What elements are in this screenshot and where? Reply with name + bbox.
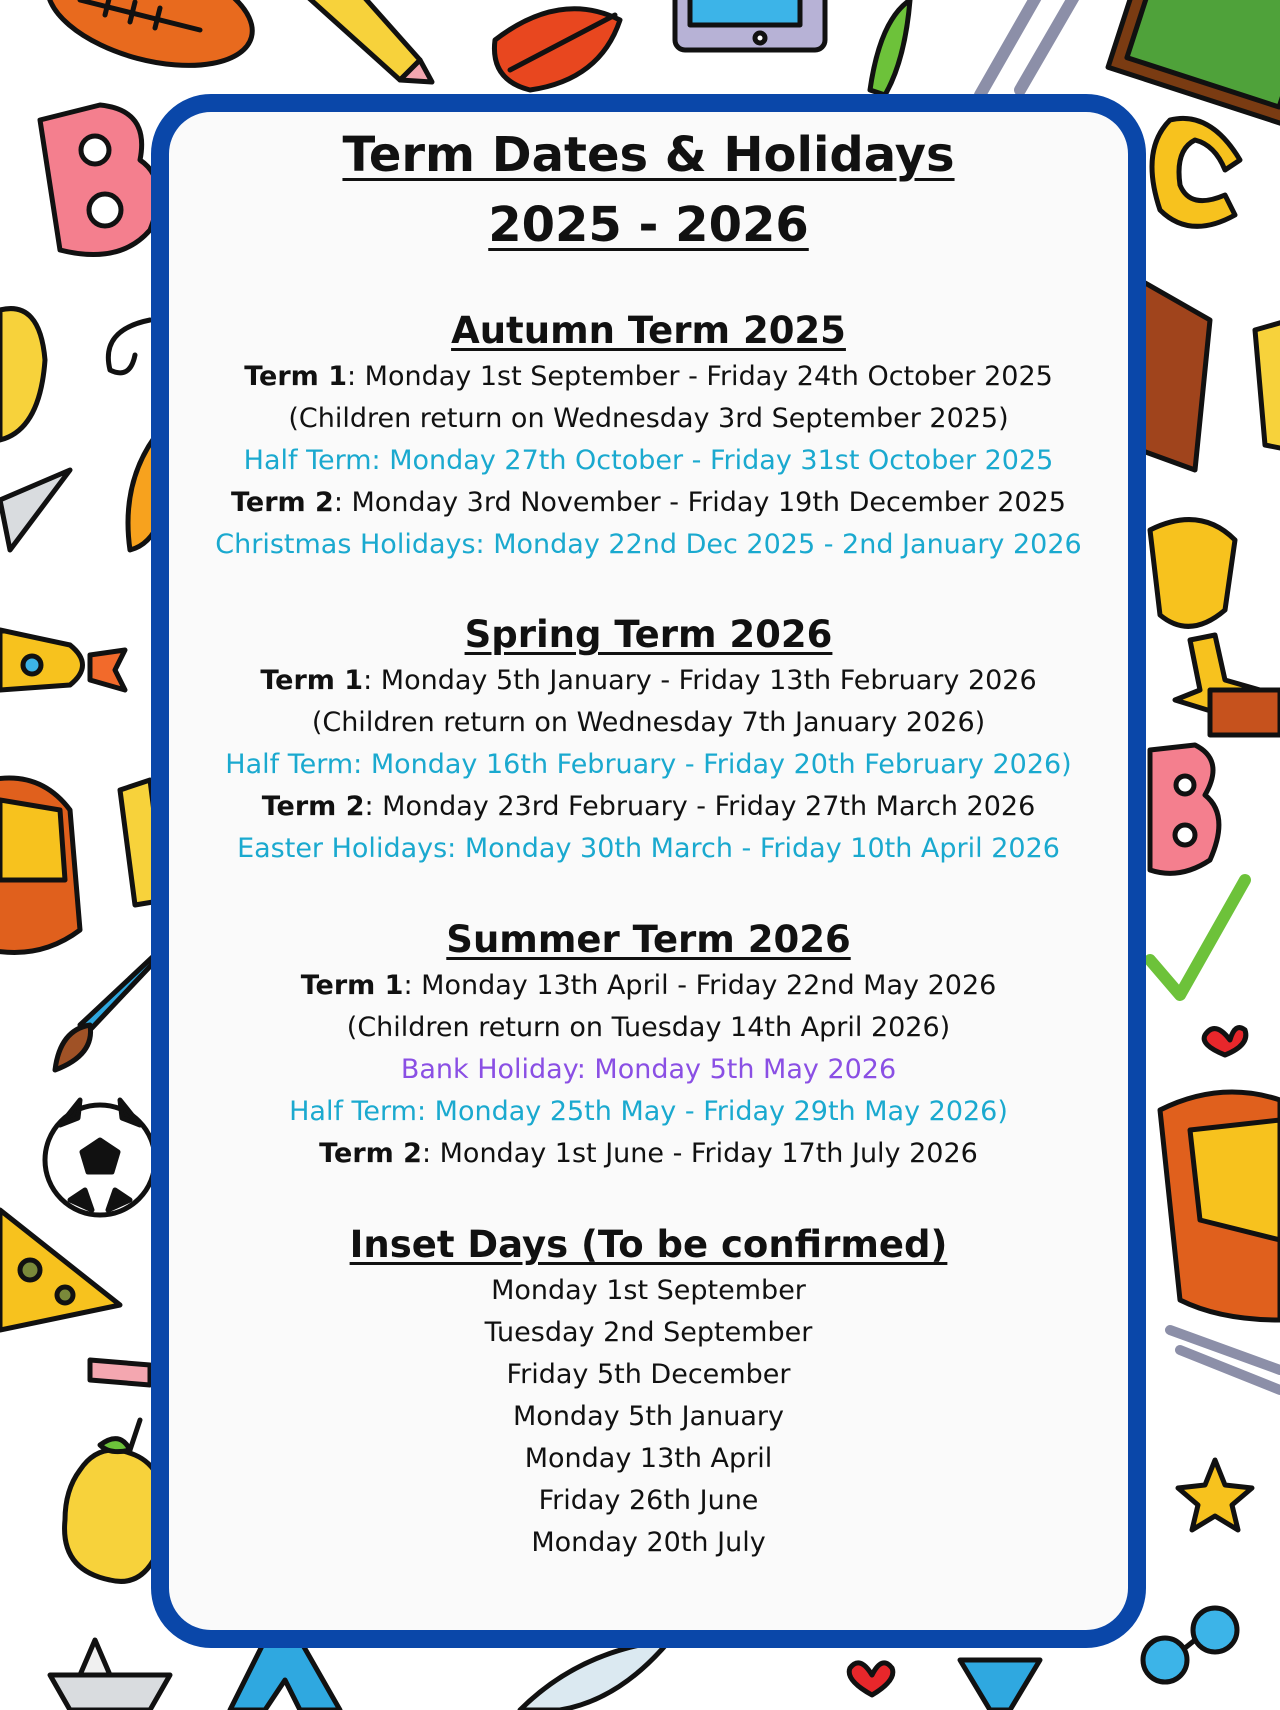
spring-term-heading: Spring Term 2026	[464, 613, 833, 656]
summer-return-note: (Children return on Tuesday 14th April 2026)	[346, 1012, 951, 1043]
inset-days-heading: Inset Days (To be confirmed)	[349, 1223, 948, 1266]
letter-a-icon	[230, 1640, 340, 1710]
inset-day: Monday 20th July	[531, 1527, 766, 1558]
swirl-icon	[108, 320, 150, 373]
autumn-term1-line: Term 1: Monday 1st September - Friday 24th October 2025	[244, 361, 1053, 392]
spring-return-note: (Children return on Wednesday 7th January 2026)	[311, 707, 986, 738]
tablet-icon	[675, 0, 825, 50]
autumn-term-heading: Autumn Term 2025	[451, 309, 846, 352]
summer-term1-line: Term 1: Monday 13th April - Friday 22nd May 2026	[300, 970, 997, 1001]
pencil-icon	[300, 0, 432, 82]
bank-holiday: Bank Holiday: Monday 5th May 2026	[400, 1054, 897, 1085]
spring-term1-line: Term 1: Monday 5th January - Friday 13th February 2026	[260, 665, 1037, 696]
trophy-icon	[1150, 520, 1280, 735]
spring-half-term: Half Term: Monday 16th February - Friday 20th February 2026)	[225, 749, 1072, 780]
glasses-icon	[1143, 1608, 1237, 1682]
letter-c-icon	[1152, 118, 1240, 226]
inset-day: Friday 26th June	[538, 1485, 759, 1516]
summer-term-section	[151, 915, 1146, 1175]
paper-boat-icon	[50, 1640, 170, 1710]
leaf-icon	[494, 9, 620, 90]
rocket-icon	[0, 630, 125, 690]
crayon-icon	[90, 1360, 150, 1385]
inset-day: Monday 1st September	[491, 1275, 806, 1306]
autumn-term-section	[151, 306, 1146, 566]
inset-days-section	[151, 1220, 1146, 1564]
letter-b-icon	[40, 105, 158, 255]
inset-day: Monday 5th January	[513, 1401, 784, 1432]
summer-term-heading: Summer Term 2026	[446, 918, 851, 961]
star-icon	[1178, 1460, 1252, 1530]
easter-holidays: Easter Holidays: Monday 30th March - Friday 10th April 2026	[237, 833, 1060, 864]
rugby-ball-icon	[36, 0, 265, 85]
spring-term2-line: Term 2: Monday 23rd February - Friday 27th March 2026	[261, 791, 1036, 822]
plant-icon	[870, 0, 910, 95]
ruler-right-icon	[1255, 320, 1280, 450]
soccer-ball-icon	[45, 1100, 155, 1215]
inset-day: Tuesday 2nd September	[484, 1317, 813, 1348]
summer-term2-line: Term 2: Monday 1st June - Friday 17th July 2026	[319, 1138, 978, 1169]
pizza-slice-icon	[0, 1210, 120, 1330]
checkmark-icon	[1150, 880, 1245, 995]
letter-b-right-icon	[1150, 745, 1219, 873]
marker-icon	[960, 1660, 1040, 1710]
summer-half-term: Half Term: Monday 25th May - Friday 29th May 2026)	[289, 1096, 1008, 1127]
backpack-right-icon	[1140, 280, 1210, 470]
heart-icon	[1204, 1028, 1246, 1055]
heart-bottom-icon	[849, 1663, 893, 1695]
autumn-term2-line: Term 2: Monday 3rd November - Friday 19th December 2025	[231, 487, 1066, 518]
satchel-icon	[1160, 1092, 1280, 1320]
paper-plane-icon	[0, 470, 70, 550]
lemon-icon	[0, 309, 45, 440]
spring-term-section	[151, 610, 1146, 870]
feather-icon	[520, 1640, 670, 1710]
chalkboard-icon	[1108, 0, 1280, 126]
autumn-return-note: (Children return on Wednesday 3rd September 2025)	[288, 403, 1009, 434]
inset-day: Friday 5th December	[506, 1359, 791, 1390]
paperclip-right-icon	[1170, 1330, 1280, 1390]
christmas-holidays: Christmas Holidays: Monday 22nd Dec 2025 - 2nd January 2026	[215, 529, 1082, 560]
title-block	[151, 120, 1146, 260]
inset-day: Monday 13th April	[524, 1443, 773, 1474]
backpack-icon	[0, 778, 80, 953]
autumn-half-term: Half Term: Monday 27th October - Friday 31st October 2025	[243, 445, 1054, 476]
page-title: Term Dates & Holidays 2025 - 2026	[342, 127, 955, 253]
paperclip-icon	[980, 0, 1075, 95]
